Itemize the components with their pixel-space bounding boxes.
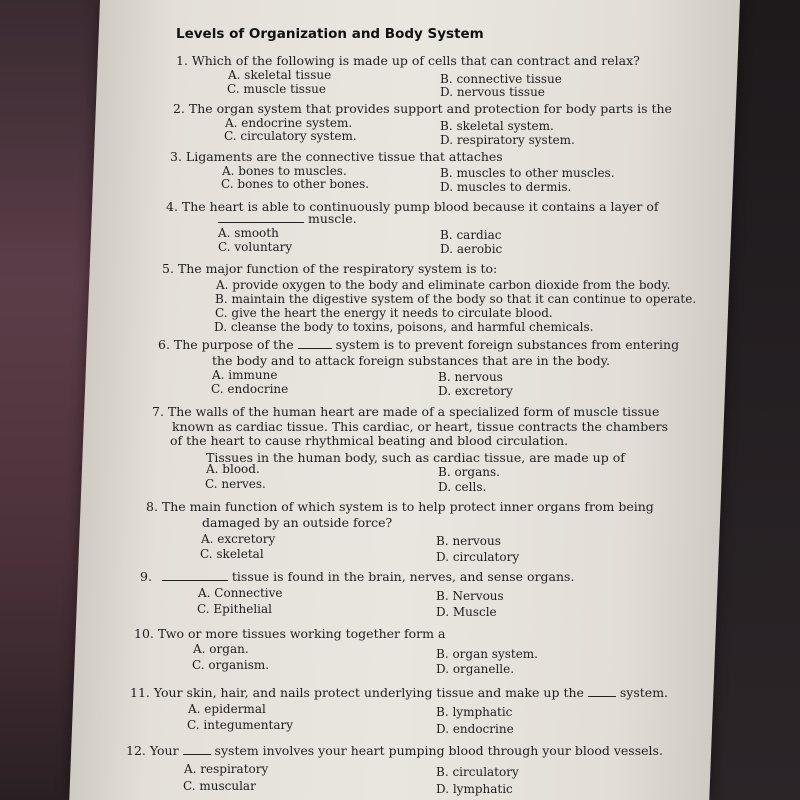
option-c: C. bones to other bones. [221, 177, 370, 191]
option-a: A. Connective [198, 586, 283, 600]
option-d: D. endocrine [436, 722, 514, 736]
option-b: B. nervous [438, 370, 503, 384]
option-d: D. circulatory [436, 550, 520, 564]
option-b: B. muscles to other muscles. [440, 166, 615, 180]
option-a: A. immune [212, 368, 278, 382]
option-b: B. organ system. [436, 647, 538, 661]
option-a: A. skeletal tissue [228, 68, 332, 82]
option-b: B. connective tissue [440, 72, 562, 86]
question-stem-line3: of the heart to cause rhythmical beating and blood circulation. [170, 433, 569, 448]
question-stem: 6. The purpose of the system is to prevent foreign substances from entering [158, 337, 680, 352]
option-c: C. organism. [192, 658, 270, 672]
option-d: D. Muscle [436, 605, 497, 619]
option-a: A. bones to muscles. [222, 164, 347, 178]
option-d: D. organelle. [436, 662, 515, 676]
question-stem: 1. Which of the following is made up of cells that can contract and relax? [176, 53, 640, 68]
question-stem: 3. Ligaments are the connective tissue that attaches [170, 149, 503, 164]
answer-blank[interactable] [162, 570, 228, 581]
answer-blank[interactable] [298, 338, 332, 349]
option-b: B. skeletal system. [440, 119, 554, 133]
question-stem-line4: Tissues in the human body, such as cardiac tissue, are made up of [206, 450, 625, 465]
option-d: D. lymphatic [436, 782, 513, 796]
option-d: D. cells. [438, 480, 487, 494]
option-d: D. nervous tissue [440, 85, 545, 99]
question-stem: 11. Your skin, hair, and nails protect underlying tissue and make up the system. [130, 685, 669, 700]
option-c: C. skeletal [200, 547, 264, 561]
option-b: B. organs. [438, 465, 500, 479]
option-a: A. blood. [206, 462, 260, 476]
option-a: A. provide oxygen to the body and eliminate carbon dioxide from the body. [216, 278, 671, 292]
option-d: D. aerobic [440, 242, 503, 256]
option-a: A. epidermal [188, 702, 266, 716]
question-stem: 2. The organ system that provides support and protection for body parts is the [173, 101, 672, 116]
option-a: A. excretory [201, 532, 276, 546]
option-b: B. maintain the digestive system of the body so that it can continue to operate. [215, 292, 697, 306]
answer-blank[interactable] [218, 212, 304, 223]
question-stem-line2: muscle. [218, 212, 357, 226]
option-c: C. give the heart the energy it needs to circulate blood. [215, 306, 553, 320]
question-stem: 7. The walls of the human heart are made of a specialized form of muscle tissue [152, 404, 660, 419]
question-stem-line2: known as cardiac tissue. This cardiac, or heart, tissue contracts the chambers [172, 419, 669, 434]
question-stem-line2: the body and to attack foreign substances that are in the body. [212, 353, 610, 368]
option-c: C. voluntary [218, 240, 293, 254]
question-stem: 5. The major function of the respiratory system is to: [162, 261, 498, 276]
page-title: Levels of Organization and Body System [176, 26, 484, 42]
option-a: A. smooth [218, 226, 279, 240]
question-stem: 9. tissue is found in the brain, nerves, and sense organs. [140, 569, 575, 584]
answer-blank[interactable] [588, 686, 616, 697]
option-c: C. Epithelial [197, 602, 272, 616]
question-stem: 4. The heart is able to continuously pump blood because it contains a layer of [166, 199, 659, 214]
option-a: A. respiratory [184, 762, 269, 776]
option-c: C. endocrine [211, 382, 289, 396]
question-stem: 10. Two or more tissues working together form a [134, 626, 446, 641]
option-c: C. muscle tissue [227, 82, 326, 96]
option-d: D. cleanse the body to toxins, poisons, and harmful chemicals. [214, 320, 594, 334]
question-stem: 8. The main function of which system is to help protect inner organs from being [146, 499, 654, 514]
option-b: B. cardiac [440, 228, 502, 242]
option-c: C. integumentary [187, 718, 293, 732]
question-stem: 12. Your system involves your heart pumping blood through your blood vessels. [126, 743, 663, 758]
option-b: B. Nervous [436, 589, 504, 603]
option-a: A. organ. [193, 642, 249, 656]
question-stem-line2: damaged by an outside force? [202, 515, 393, 530]
option-c: C. nerves. [205, 477, 266, 491]
option-d: D. excretory [438, 384, 513, 398]
option-b: B. lymphatic [436, 705, 513, 719]
option-c: C. muscular [183, 779, 256, 793]
option-c: C. circulatory system. [224, 129, 357, 143]
answer-blank[interactable] [183, 744, 211, 755]
option-d: D. respiratory system. [440, 133, 575, 147]
option-b: B. circulatory [436, 765, 519, 779]
option-b: B. nervous [436, 534, 501, 548]
option-a: A. endocrine system. [225, 116, 353, 130]
option-d: D. muscles to dermis. [440, 180, 572, 194]
